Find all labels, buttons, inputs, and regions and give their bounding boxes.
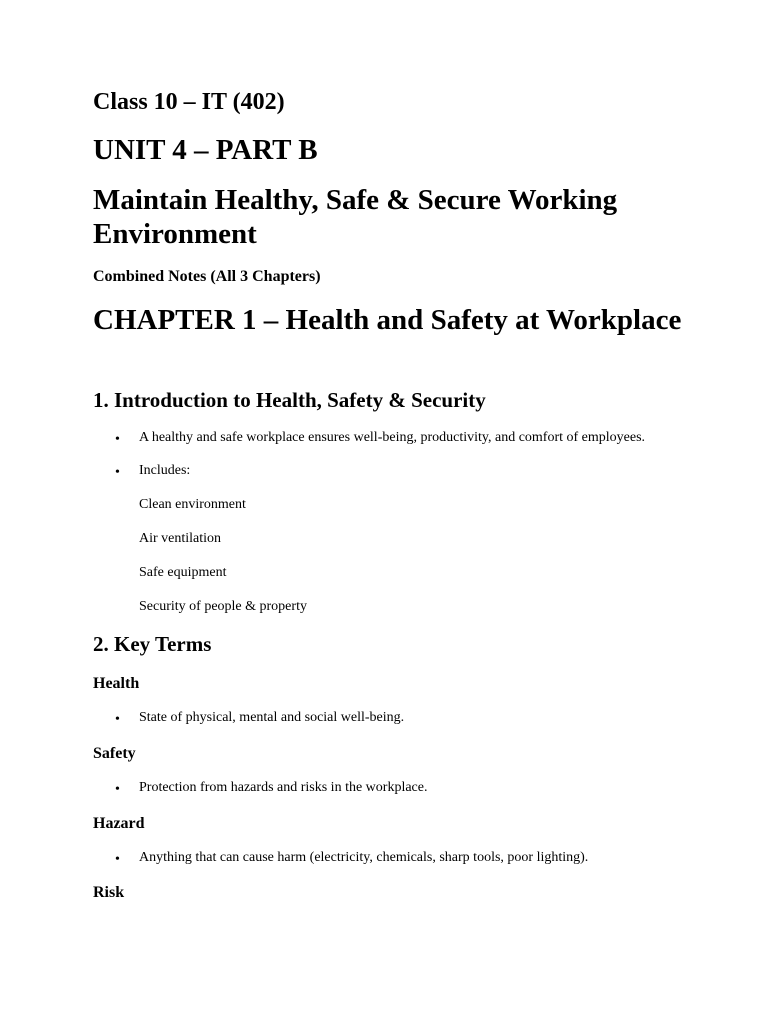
term-definition: Anything that can cause harm (electricity, chemicals, sharp tools, poor lighting). [139, 850, 589, 865]
includes-item: Safe equipment [139, 565, 227, 580]
term-heading: Risk [93, 884, 125, 901]
section-1-bullet-1: A healthy and safe workplace ensures well-being, productivity, and comfort of employees. [139, 430, 646, 445]
includes-item: Clean environment [139, 497, 246, 512]
bullet-icon: • [115, 782, 120, 797]
document-subtitle: Combined Notes (All 3 Chapters) [93, 268, 321, 285]
document-title: Maintain Healthy, Safe & Secure Working Environment [93, 184, 618, 250]
bullet-icon: • [115, 432, 120, 447]
term-definition: State of physical, mental and social well-being. [139, 710, 405, 725]
section-1-bullet-2: Includes: [139, 463, 191, 478]
chapter-1-heading: CHAPTER 1 – Health and Safety at Workplace [93, 304, 682, 336]
section-2-heading: 2. Key Terms [93, 632, 212, 656]
term-heading: Hazard [93, 815, 145, 832]
section-1-heading: 1. Introduction to Health, Safety & Security [93, 388, 486, 412]
includes-item: Air ventilation [139, 531, 222, 546]
term-definition: Protection from hazards and risks in the workplace. [139, 780, 428, 795]
bullet-icon: • [115, 712, 120, 727]
bullet-icon: • [115, 852, 120, 867]
class-heading: Class 10 – IT (402) [93, 89, 285, 115]
term-heading: Safety [93, 745, 136, 762]
includes-item: Security of people & property [139, 599, 307, 614]
bullet-icon: • [115, 465, 120, 480]
unit-heading: UNIT 4 – PART B [93, 134, 318, 166]
term-heading: Health [93, 675, 140, 692]
